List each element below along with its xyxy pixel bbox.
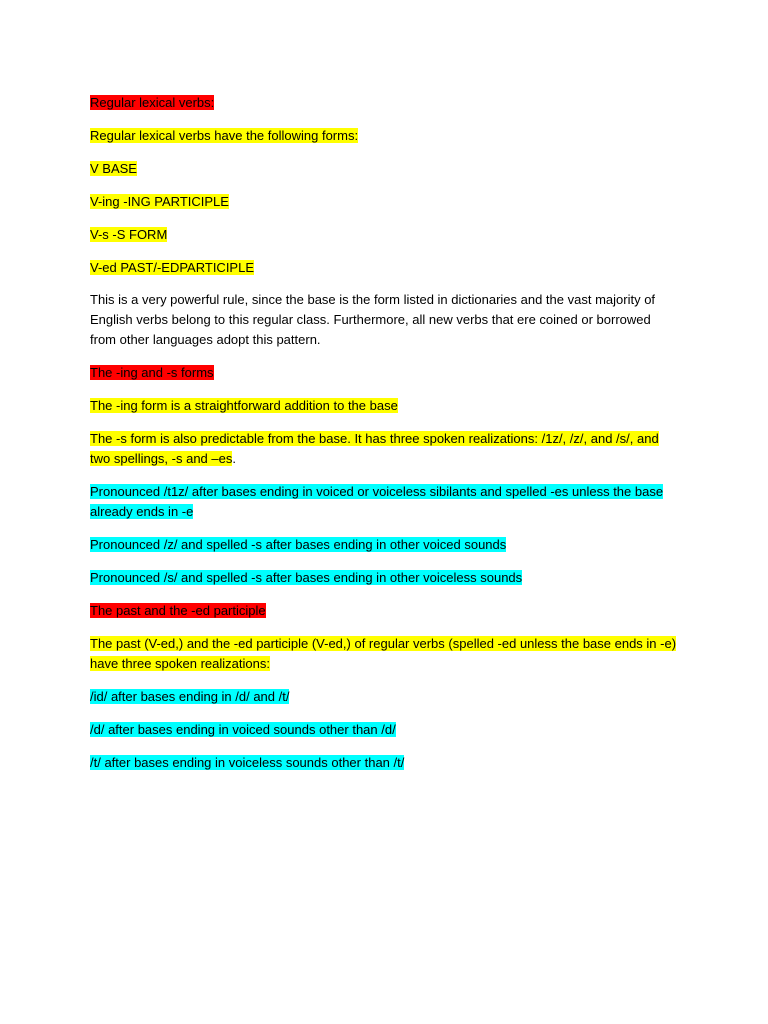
- highlighted-text: /id/ after bases ending in /d/ and /t/: [90, 689, 290, 704]
- heading-regular-lexical-verbs: [90, 93, 680, 113]
- paragraph-s-form: [90, 429, 680, 469]
- highlighted-text: V BASE: [90, 161, 137, 176]
- heading-ing-and-s-forms: [90, 363, 680, 383]
- highlighted-text: V-s -S FORM: [90, 227, 168, 242]
- paragraph-powerful-rule: [90, 290, 680, 350]
- highlighted-text: The -s form is also predictable from the base. It has three spoken realizations: /1z/, /z/, and /s/, and two spellings, -s and –es: [90, 431, 659, 466]
- highlighted-text: Pronounced /z/ and spelled -s after bases ending in other voiced sounds: [90, 537, 507, 552]
- highlighted-text: V-ed PAST/-EDPARTICIPLE: [90, 260, 254, 275]
- paragraph-ing-form: [90, 396, 680, 416]
- highlighted-text: The past (V-ed,) and the -ed participle (V-ed,) of regular verbs (spelled -ed unless the base ends in -e) have three spoken realizations:: [90, 636, 677, 671]
- paragraph-t-realization: [90, 753, 680, 773]
- paragraph-d-realization: [90, 720, 680, 740]
- form-v-base: [90, 159, 680, 179]
- paragraph-pronounced-t1z: [90, 482, 680, 522]
- body-text: .: [232, 451, 236, 466]
- body-text: This is a very powerful rule, since the base is the form listed in dictionaries and the vast majority of English verbs belong to this regular class. Furthermore, all new verbs that ere coined or borrowed from other languages adopt this pattern.: [90, 292, 656, 347]
- highlighted-text: /t/ after bases ending in voiceless sounds other than /t/: [90, 755, 405, 770]
- form-v-ed: [90, 258, 680, 278]
- form-v-s: [90, 225, 680, 245]
- highlighted-text: The past and the -ed participle: [90, 603, 266, 618]
- highlighted-text: Pronounced /s/ and spelled -s after bases ending in other voiceless sounds: [90, 570, 523, 585]
- highlighted-text: The -ing and -s forms: [90, 365, 214, 380]
- highlighted-text: Regular lexical verbs have the following forms:: [90, 128, 359, 143]
- paragraph-forms-intro: [90, 126, 680, 146]
- paragraph-id-realization: [90, 687, 680, 707]
- form-v-ing: [90, 192, 680, 212]
- highlighted-text: /d/ after bases ending in voiced sounds other than /d/: [90, 722, 396, 737]
- heading-past-and-ed-participle: [90, 601, 680, 621]
- highlighted-text: The -ing form is a straightforward addition to the base: [90, 398, 398, 413]
- paragraph-past-ed: [90, 634, 680, 674]
- highlighted-text: V-ing -ING PARTICIPLE: [90, 194, 229, 209]
- highlighted-text: Pronounced /t1z/ after bases ending in voiced or voiceless sibilants and spelled -es unless the base already ends in -e: [90, 484, 664, 519]
- paragraph-pronounced-s: [90, 568, 680, 588]
- paragraph-pronounced-z: [90, 535, 680, 555]
- highlighted-text: Regular lexical verbs:: [90, 95, 215, 110]
